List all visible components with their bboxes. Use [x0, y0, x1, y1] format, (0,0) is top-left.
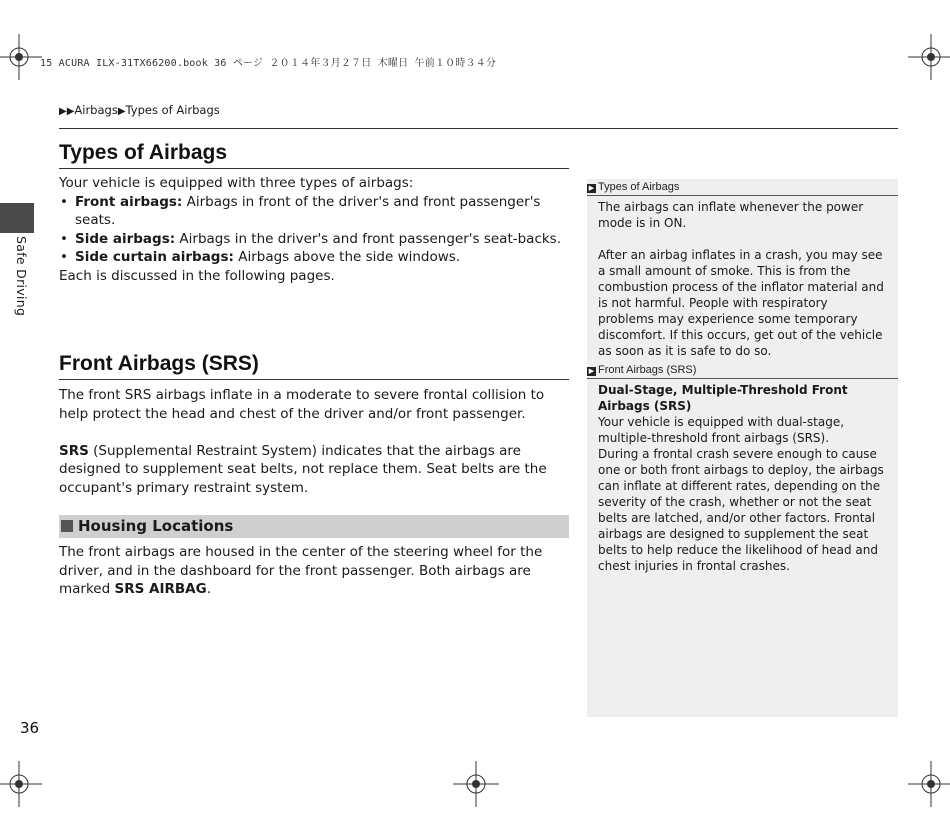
list-item: • Side curtain airbags: Airbags above the side windows.	[60, 249, 461, 265]
registration-mark-icon	[908, 34, 950, 80]
subsection-title: Housing Locations	[59, 515, 569, 538]
note-title: ▶ Types of Airbags	[587, 179, 898, 196]
breadcrumb	[59, 103, 220, 117]
breadcrumb-level2: Types of Airbags	[125, 103, 220, 117]
registration-mark-icon	[0, 761, 42, 807]
page-number: 36	[20, 719, 40, 737]
breadcrumb-marker-icon: ▶▶	[59, 106, 75, 117]
types-list	[59, 193, 569, 267]
chapter-label: Safe Driving	[14, 236, 29, 317]
note-front	[587, 362, 898, 574]
registration-mark-icon	[0, 34, 42, 80]
chapter-tab	[0, 203, 34, 233]
note-body: Dual-Stage, Multiple-Threshold Front Airbags (SRS) Your vehicle is equipped with dual-stage, multiple-threshold front airbags (SRS). During a frontal crash severe enough to cause one or both front airbags to deploy, the airbags can inflate at different rates, depending on the severity of the crash, whether or not the seat belts are latched, and/or other factors. Frontal airbags are designed to supplement the seat belts to help reduce the likelihood of head and chest injuries in frontal crashes.	[598, 383, 884, 573]
registration-mark-icon	[908, 761, 950, 807]
note-body: The airbags can inflate whenever the power mode is in ON. After an airbag inflates in a crash, you may see a small amount of smoke. This is from the combustion process of the inflator material and is not harmful. People with respiratory problems may experience some temporary discomfort. If this occurs, get out of the vehicle as soon as it is safe to do so.	[598, 200, 884, 358]
registration-mark-icon	[453, 761, 499, 807]
front-section	[59, 352, 569, 497]
types-section	[59, 141, 569, 285]
section-title: Front Airbags (SRS)	[59, 352, 569, 380]
types-intro: Your vehicle is equipped with three types of airbags:	[59, 175, 414, 191]
list-item: • Side airbags: Airbags in the driver's and front passenger's seat-backs.	[60, 230, 562, 247]
square-bullet-icon	[61, 520, 73, 532]
breadcrumb-separator-icon: ▶	[117, 106, 126, 117]
note-types	[587, 179, 898, 359]
housing-text: The front airbags are housed in the center of the steering wheel for the driver, and in the dashboard for the front passenger. Both airbags are marked SRS AIRBAG.	[59, 544, 543, 597]
front-para2: SRS (Supplemental Restraint System) indicates that the airbags are designed to supplement seat belts, not replace them. Seat belts are the occupant's primary restraint system.	[59, 442, 547, 496]
note-marker-icon: ▶	[588, 185, 595, 192]
header-rule	[59, 128, 898, 129]
breadcrumb-level1: Airbags	[74, 103, 118, 117]
note-title: ▶ Front Airbags (SRS)	[587, 362, 898, 379]
print-header: 15 ACURA ILX-31TX66200.book 36 ページ ２０１４年３月２７日 木曜日 午前１０時３４分	[40, 58, 497, 69]
types-closing: Each is discussed in the following pages.	[59, 267, 335, 284]
front-para1: The front SRS airbags inflate in a moderate to severe frontal collision to help protect the head and chest of the driver and/or front passenger.	[59, 387, 545, 422]
section-title: Types of Airbags	[59, 141, 569, 169]
side-notes	[587, 179, 898, 717]
note-marker-icon: ▶	[588, 368, 595, 375]
list-item: • Front airbags: Airbags in front of the driver's and front passenger's seats.	[60, 193, 541, 228]
